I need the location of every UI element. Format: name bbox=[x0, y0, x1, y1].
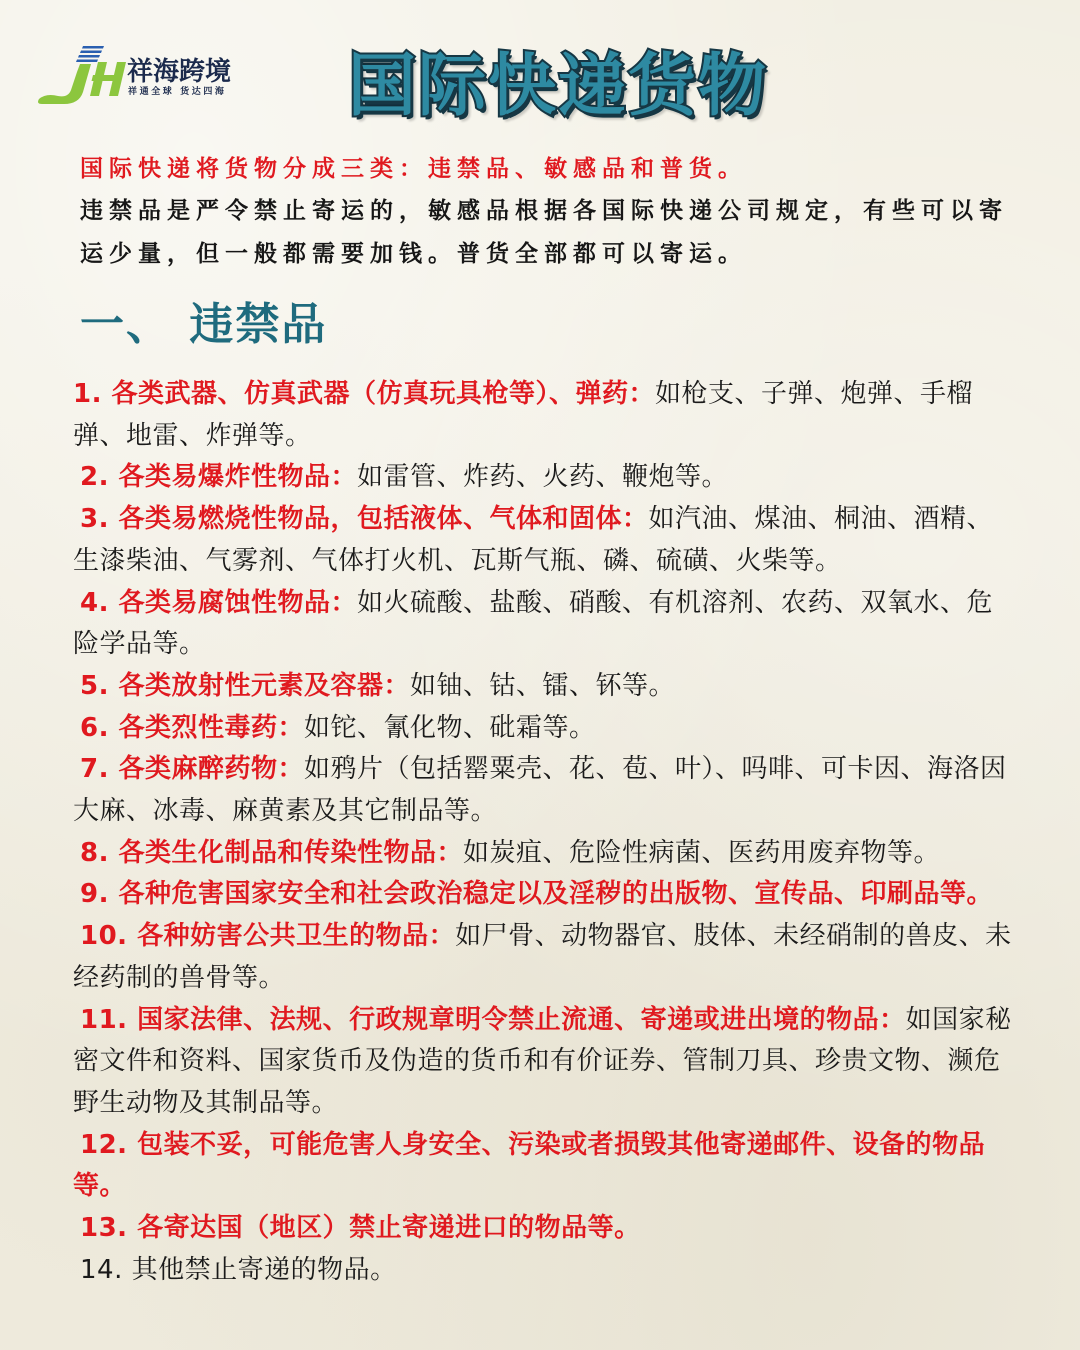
logo bbox=[36, 44, 246, 110]
item-text: 如鸦片（包括罂粟壳、花、苞、叶）、吗啡、可卡因、海洛因大麻、冰毒、麻黄素及其它制品等。 bbox=[73, 754, 1007, 827]
item-label: 8. 各类生化制品和传染性物品： bbox=[80, 837, 464, 868]
intro-summary: 国际快递将货物分成三类：违禁品、敏感品和普货。 bbox=[80, 156, 747, 182]
item-label: 1. 各类武器、仿真武器（仿真玩具枪等）、弹药： bbox=[73, 379, 656, 409]
item-label: 6. 各类烈性毒药： bbox=[80, 712, 305, 743]
prohibited-item-8 bbox=[73, 833, 1015, 875]
prohibited-item-10 bbox=[73, 916, 1015, 999]
brand-name: 祥海跨境 bbox=[127, 57, 232, 87]
item-label: 7. 各类麻醉药物： bbox=[80, 754, 305, 785]
prohibited-item-14 bbox=[73, 1250, 1015, 1292]
section-heading: 一、 违禁品 bbox=[80, 299, 328, 350]
item-text: 如雷管、炸药、火药、鞭炮等。 bbox=[357, 462, 729, 493]
item-text: 如枪支、子弹、炮弹、手榴弹、地雷、炸弹等。 bbox=[73, 379, 974, 451]
item-text: 如铊、氰化物、砒霜等。 bbox=[304, 712, 596, 743]
item-label: 10. 各种妨害公共卫生的物品： bbox=[80, 921, 456, 952]
item-label: 4. 各类易腐蚀性物品： bbox=[80, 587, 358, 618]
prohibited-item-4 bbox=[73, 583, 1015, 666]
item-text: 如火硫酸、盐酸、硝酸、有机溶剂、农药、双氧水、危险学品等。 bbox=[73, 587, 994, 660]
prohibited-item-2 bbox=[73, 457, 1015, 499]
item-text: 如尸骨、动物器官、肢体、未经硝制的兽皮、未经药制的兽骨等。 bbox=[73, 921, 1012, 993]
prohibited-item-7 bbox=[73, 749, 1015, 832]
item-label: 3. 各类易燃烧性物品，包括液体、气体和固体： bbox=[80, 504, 649, 535]
prohibited-item-9 bbox=[73, 874, 1015, 916]
prohibited-items-list bbox=[73, 374, 1015, 1291]
item-label: 9. 各种危害国家安全和社会政治稳定以及淫秽的出版物、宣传品、印刷品等。 bbox=[80, 879, 994, 910]
prohibited-item-11 bbox=[73, 1000, 1015, 1125]
prohibited-item-12 bbox=[73, 1125, 1015, 1208]
prohibited-item-6 bbox=[73, 708, 1015, 750]
intro-detail: 违禁品是严令禁止寄运的，敏感品根据各国际快递公司规定，有些可以寄运少量，但一般都需要加钱。普货全部都可以寄运。 bbox=[80, 198, 1008, 267]
item-text: 如炭疽、危险性病菌、医药用废弃物等。 bbox=[463, 837, 941, 868]
item-text: 14. 其他禁止寄递的物品。 bbox=[80, 1254, 397, 1285]
prohibited-item-1 bbox=[73, 374, 1015, 457]
item-label: 5. 各类放射性元素及容器： bbox=[80, 670, 411, 701]
item-text: 如国家秘密文件和资料、国家货币及伪造的货币和有价证券、管制刀具、珍贵文物、濒危野生动物及其制品等。 bbox=[73, 1004, 1012, 1118]
prohibited-item-5 bbox=[73, 666, 1015, 708]
item-label: 11. 国家法律、法规、行政规章明令禁止流通、寄递或进出境的物品： bbox=[80, 1004, 906, 1035]
item-text: 如铀、钴、镭、钚等。 bbox=[410, 670, 676, 701]
prohibited-item-13 bbox=[73, 1208, 1015, 1250]
brand-slogan: 祥通全球 货达四海 bbox=[128, 87, 227, 97]
item-label: 13. 各寄达国（地区）禁止寄递进口的物品等。 bbox=[80, 1213, 641, 1244]
jh-logo-icon bbox=[36, 44, 128, 108]
item-text: 如汽油、煤油、桐油、酒精、生漆柴油、气雾剂、气体打火机、瓦斯气瓶、磷、硫磺、火柴等。 bbox=[73, 504, 994, 576]
item-label: 12. 包装不妥，可能危害人身安全、污染或者损毁其他寄递邮件、设备的物品等。 bbox=[73, 1129, 986, 1202]
item-label: 2. 各类易爆炸性物品： bbox=[80, 462, 358, 493]
prohibited-item-3 bbox=[73, 499, 1015, 582]
page-title: 国际快递货物 bbox=[348, 47, 769, 126]
